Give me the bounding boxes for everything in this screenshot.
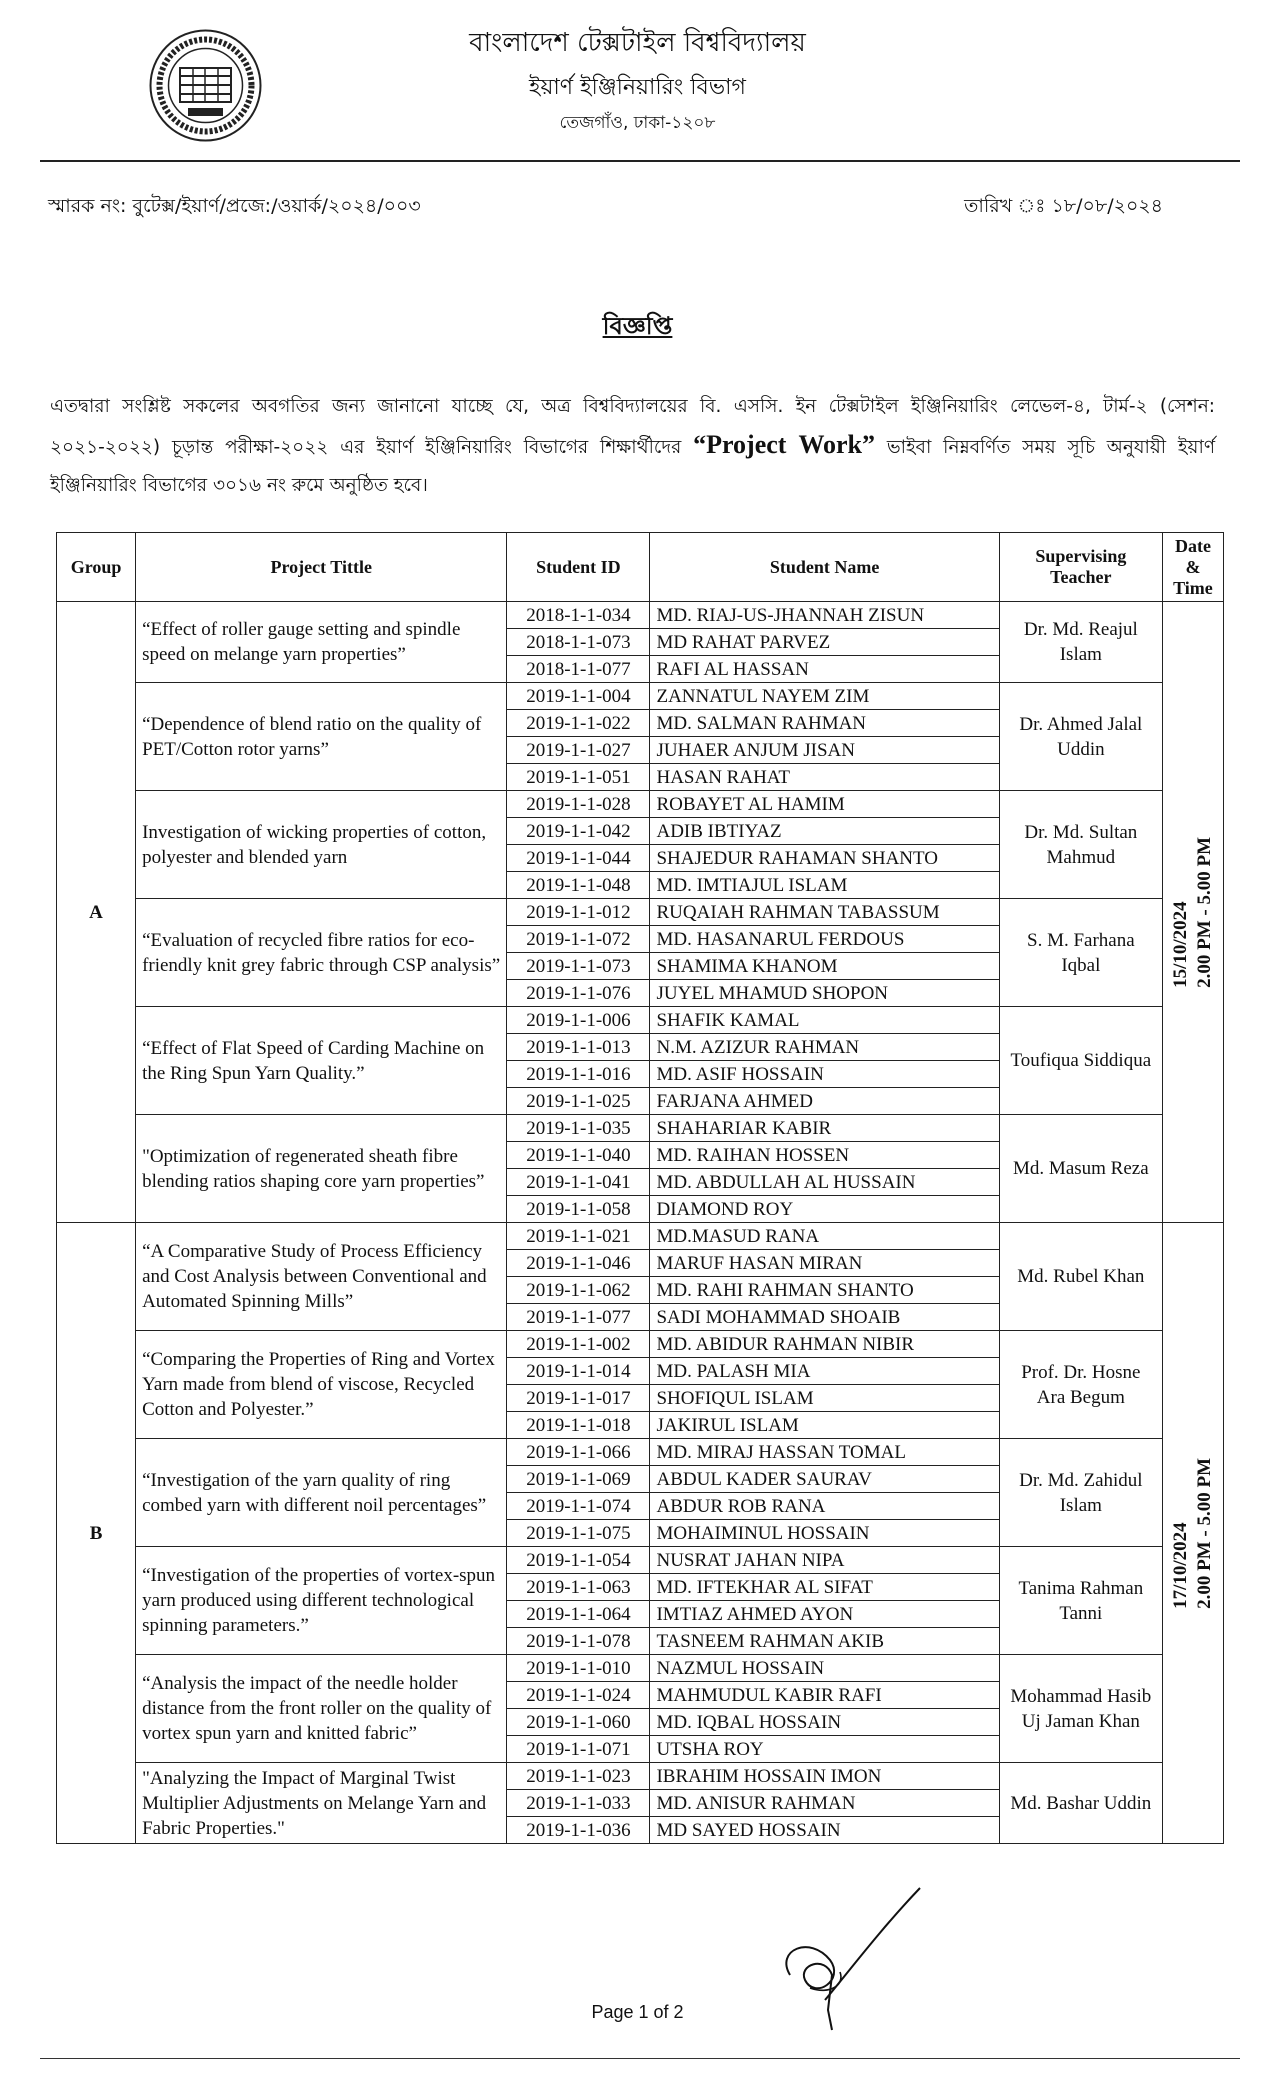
supervising-teacher-cell: Dr. Md. Sultan Mahmud (999, 791, 1162, 899)
student-name-cell: MD. PALASH MIA (650, 1358, 999, 1385)
student-name-cell: MD. RIAJ-US-JHANNAH ZISUN (650, 602, 999, 629)
student-id-cell: 2019-1-1-013 (507, 1034, 650, 1061)
table-header-row (57, 533, 1224, 602)
group-cell: A (57, 602, 136, 1223)
group-cell: B (57, 1223, 136, 1844)
supervising-teacher-cell: Md. Masum Reza (999, 1115, 1162, 1223)
student-name-cell: MD. IFTEKHAR AL SIFAT (650, 1574, 999, 1601)
notice-title: বিজ্ঞপ্তি (602, 312, 673, 340)
notice-text-2: ভাইবা নিম্নবর্ণিত সময় সূচি অনুযায়ী ইয়ার্ণ ইঞ্জিনিয়ারিং বিভাগের ৩০১৬ নং রুমে অনুষ্ঠিত হবে। (50, 437, 1216, 496)
student-id-cell: 2019-1-1-035 (507, 1115, 650, 1142)
student-id-cell: 2018-1-1-077 (507, 656, 650, 683)
header-supervising-teacher: Supervising Teacher (999, 533, 1162, 602)
student-name-cell: MD.MASUD RANA (650, 1223, 999, 1250)
student-name-cell: RUQAIAH RAHMAN TABASSUM (650, 899, 999, 926)
student-id-cell: 2019-1-1-066 (507, 1439, 650, 1466)
student-id-cell: 2019-1-1-024 (507, 1682, 650, 1709)
supervising-teacher-cell: Md. Rubel Khan (999, 1223, 1162, 1331)
student-name-cell: MD. ASIF HOSSAIN (650, 1061, 999, 1088)
header-group: Group (57, 533, 136, 602)
student-id-cell: 2019-1-1-021 (507, 1223, 650, 1250)
student-name-cell: HASAN RAHAT (650, 764, 999, 791)
supervising-teacher-cell: Dr. Md. Reajul Islam (999, 602, 1162, 683)
project-title-cell: “Evaluation of recycled fibre ratios for eco-friendly knit grey fabric through CSP analysis” (136, 899, 507, 1007)
table-row (57, 1439, 1224, 1466)
student-id-cell: 2019-1-1-033 (507, 1790, 650, 1817)
student-name-cell: MD. ANISUR RAHMAN (650, 1790, 999, 1817)
student-id-cell: 2018-1-1-073 (507, 629, 650, 656)
student-id-cell: 2019-1-1-028 (507, 791, 650, 818)
student-name-cell: FARJANA AHMED (650, 1088, 999, 1115)
student-name-cell: JUYEL MHAMUD SHOPON (650, 980, 999, 1007)
student-id-cell: 2019-1-1-069 (507, 1466, 650, 1493)
header-date-time: Date & Time (1162, 533, 1223, 602)
student-id-cell: 2019-1-1-041 (507, 1169, 650, 1196)
viva-date: 15/10/2024 (1169, 900, 1191, 988)
table-row (57, 683, 1224, 710)
student-id-cell: 2019-1-1-042 (507, 818, 650, 845)
viva-time: 2.00 PM - 5.00 PM (1193, 1457, 1215, 1609)
project-title-cell: "Optimization of regenerated sheath fibre blending ratios shaping core yarn properties” (136, 1115, 507, 1223)
project-title-cell: “A Comparative Study of Process Efficiency and Cost Analysis between Conventional and Automated Spinning Mills” (136, 1223, 507, 1331)
header-student-id: Student ID (507, 533, 650, 602)
student-id-cell: 2019-1-1-058 (507, 1196, 650, 1223)
student-id-cell: 2019-1-1-044 (507, 845, 650, 872)
student-name-cell: MD. SALMAN RAHMAN (650, 710, 999, 737)
student-id-cell: 2019-1-1-027 (507, 737, 650, 764)
student-name-cell: N.M. AZIZUR RAHMAN (650, 1034, 999, 1061)
student-name-cell: MD SAYED HOSSAIN (650, 1817, 999, 1844)
student-name-cell: SHAJEDUR RAHAMAN SHANTO (650, 845, 999, 872)
date-time-cell (1162, 602, 1223, 1223)
notice-body (50, 388, 1215, 505)
page-number: Page 1 of 2 (591, 2002, 684, 2022)
supervising-teacher-cell: S. M. Farhana Iqbal (999, 899, 1162, 1007)
student-name-cell: MD. IMTIAJUL ISLAM (650, 872, 999, 899)
student-id-cell: 2019-1-1-002 (507, 1331, 650, 1358)
student-name-cell: MAHMUDUL KABIR RAFI (650, 1682, 999, 1709)
student-id-cell: 2019-1-1-010 (507, 1655, 650, 1682)
student-id-cell: 2019-1-1-062 (507, 1277, 650, 1304)
student-name-cell: MD. MIRAJ HASSAN TOMAL (650, 1439, 999, 1466)
student-id-cell: 2019-1-1-025 (507, 1088, 650, 1115)
student-name-cell: MOHAIMINUL HOSSAIN (650, 1520, 999, 1547)
project-title-cell: “Investigation of the yarn quality of ring combed yarn with different noil percentages” (136, 1439, 507, 1547)
student-id-cell: 2019-1-1-004 (507, 683, 650, 710)
viva-time: 2.00 PM - 5.00 PM (1193, 836, 1215, 988)
table-row (57, 1763, 1224, 1790)
address: তেজগাঁও, ঢাকা-১২০৮ (559, 113, 716, 133)
project-title-cell: Investigation of wicking properties of cotton, polyester and blended yarn (136, 791, 507, 899)
header-student-name: Student Name (650, 533, 999, 602)
student-id-cell: 2019-1-1-016 (507, 1061, 650, 1088)
table-row (57, 602, 1224, 629)
student-id-cell: 2019-1-1-048 (507, 872, 650, 899)
student-name-cell: TASNEEM RAHMAN AKIB (650, 1628, 999, 1655)
student-name-cell: DIAMOND ROY (650, 1196, 999, 1223)
student-name-cell: NUSRAT JAHAN NIPA (650, 1547, 999, 1574)
date-time-cell (1162, 1223, 1223, 1844)
student-name-cell: ZANNATUL NAYEM ZIM (650, 683, 999, 710)
student-name-cell: SHOFIQUL ISLAM (650, 1385, 999, 1412)
header-project-title: Project Tittle (136, 533, 507, 602)
table-row (57, 1007, 1224, 1034)
footer-divider (40, 2058, 1240, 2059)
project-title-cell: “Dependence of blend ratio on the quality of PET/Cotton rotor yarns” (136, 683, 507, 791)
student-id-cell: 2019-1-1-014 (507, 1358, 650, 1385)
memo-reference: স্মারক নং: বুটেক্স/ইয়ার্ণ/প্রজে:/ওয়ার্ক/২০২৪/০০৩ (48, 195, 421, 217)
student-name-cell: ADIB IBTIYAZ (650, 818, 999, 845)
student-name-cell: MD. RAHI RAHMAN SHANTO (650, 1277, 999, 1304)
student-id-cell: 2019-1-1-074 (507, 1493, 650, 1520)
project-title-cell: “Comparing the Properties of Ring and Vortex Yarn made from blend of viscose, Recycled Cotton and Polyester.” (136, 1331, 507, 1439)
letterhead (0, 0, 1275, 160)
schedule-body (57, 602, 1224, 1844)
student-id-cell: 2019-1-1-078 (507, 1628, 650, 1655)
student-id-cell: 2019-1-1-036 (507, 1817, 650, 1844)
student-name-cell: JAKIRUL ISLAM (650, 1412, 999, 1439)
table-row (57, 1223, 1224, 1250)
student-name-cell: MD. RAIHAN HOSSEN (650, 1142, 999, 1169)
supervising-teacher-cell: Tanima Rahman Tanni (999, 1547, 1162, 1655)
table-row (57, 899, 1224, 926)
student-name-cell: MD. ABDULLAH AL HUSSAIN (650, 1169, 999, 1196)
student-name-cell: UTSHA ROY (650, 1736, 999, 1763)
student-name-cell: MARUF HASAN MIRAN (650, 1250, 999, 1277)
student-id-cell: 2019-1-1-046 (507, 1250, 650, 1277)
student-name-cell: ROBAYET AL HAMIM (650, 791, 999, 818)
project-title-cell: “Effect of roller gauge setting and spindle speed on melange yarn properties” (136, 602, 507, 683)
supervising-teacher-cell: Prof. Dr. Hosne Ara Begum (999, 1331, 1162, 1439)
student-name-cell: ABDUL KADER SAURAV (650, 1466, 999, 1493)
student-name-cell: SHAFIK KAMAL (650, 1007, 999, 1034)
table-row (57, 1655, 1224, 1682)
project-title-cell: “Investigation of the properties of vortex-spun yarn produced using different technological spinning parameters.” (136, 1547, 507, 1655)
student-id-cell: 2019-1-1-051 (507, 764, 650, 791)
student-id-cell: 2019-1-1-072 (507, 926, 650, 953)
student-id-cell: 2019-1-1-054 (507, 1547, 650, 1574)
notice-project-work: “Project Work” (693, 430, 876, 459)
student-id-cell: 2019-1-1-071 (507, 1736, 650, 1763)
student-name-cell: NAZMUL HOSSAIN (650, 1655, 999, 1682)
student-id-cell: 2019-1-1-022 (507, 710, 650, 737)
student-name-cell: ABDUR ROB RANA (650, 1493, 999, 1520)
table-row (57, 791, 1224, 818)
table-row (57, 1331, 1224, 1358)
student-id-cell: 2019-1-1-076 (507, 980, 650, 1007)
supervising-teacher-cell: Md. Bashar Uddin (999, 1763, 1162, 1844)
supervising-teacher-cell: Toufiqua Siddiqua (999, 1007, 1162, 1115)
memo-date: তারিখ ঃ ১৮/০৮/২০২৪ (964, 195, 1163, 217)
student-name-cell: RAFI AL HASSAN (650, 656, 999, 683)
project-title-cell: "Analyzing the Impact of Marginal Twist Multiplier Adjustments on Melange Yarn and Fabric Properties." (136, 1763, 507, 1844)
student-id-cell: 2019-1-1-012 (507, 899, 650, 926)
table-row (57, 1547, 1224, 1574)
student-name-cell: MD. ABIDUR RAHMAN NIBIR (650, 1331, 999, 1358)
supervising-teacher-cell: Mohammad Hasib Uj Jaman Khan (999, 1655, 1162, 1763)
student-name-cell: SHAHARIAR KABIR (650, 1115, 999, 1142)
header-divider (40, 160, 1240, 162)
university-name: বাংলাদেশ টেক্সটাইল বিশ্ববিদ্যালয় (469, 28, 806, 58)
student-id-cell: 2019-1-1-075 (507, 1520, 650, 1547)
student-id-cell: 2019-1-1-073 (507, 953, 650, 980)
student-name-cell: MD. HASANARUL FERDOUS (650, 926, 999, 953)
student-id-cell: 2019-1-1-063 (507, 1574, 650, 1601)
project-title-cell: “Analysis the impact of the needle holder distance from the front roller on the quality of vortex spun yarn and knitted fabric” (136, 1655, 507, 1763)
table-row (57, 1115, 1224, 1142)
viva-date: 17/10/2024 (1169, 1521, 1191, 1609)
student-name-cell: SHAMIMA KHANOM (650, 953, 999, 980)
student-id-cell: 2018-1-1-034 (507, 602, 650, 629)
student-id-cell: 2019-1-1-064 (507, 1601, 650, 1628)
student-name-cell: SADI MOHAMMAD SHOAIB (650, 1304, 999, 1331)
student-id-cell: 2019-1-1-040 (507, 1142, 650, 1169)
supervising-teacher-cell: Dr. Md. Zahidul Islam (999, 1439, 1162, 1547)
student-name-cell: IBRAHIM HOSSAIN IMON (650, 1763, 999, 1790)
student-id-cell: 2019-1-1-017 (507, 1385, 650, 1412)
student-name-cell: IMTIAZ AHMED AYON (650, 1601, 999, 1628)
student-name-cell: MD. IQBAL HOSSAIN (650, 1709, 999, 1736)
student-id-cell: 2019-1-1-006 (507, 1007, 650, 1034)
viva-schedule-table (56, 532, 1224, 1844)
student-id-cell: 2019-1-1-077 (507, 1304, 650, 1331)
student-name-cell: JUHAER ANJUM JISAN (650, 737, 999, 764)
student-name-cell: MD RAHAT PARVEZ (650, 629, 999, 656)
student-id-cell: 2019-1-1-023 (507, 1763, 650, 1790)
department-name: ইয়ার্ণ ইঞ্জিনিয়ারিং বিভাগ (529, 75, 746, 100)
student-id-cell: 2019-1-1-060 (507, 1709, 650, 1736)
supervising-teacher-cell: Dr. Ahmed Jalal Uddin (999, 683, 1162, 791)
notice-text-1: এতদ্বারা সংশ্লিষ্ট সকলের অবগতির জন্য জানানো যাচ্ছে যে, অত্র বিশ্ববিদ্যালয়ের বি. এসসি. ইন টেক্সটাইল ইঞ্জিনিয়ারিং লেভেল-৪, টার্ম-২ (সেশন: ২০২১-২০২২) চূড়ান্ত পরীক্ষা-২০২২ এর ইয়ার্ণ ইঞ্জিনিয়ারিং বিভাগের শিক্ষার্থীদের (50, 396, 1215, 458)
student-id-cell: 2019-1-1-018 (507, 1412, 650, 1439)
project-title-cell: “Effect of Flat Speed of Carding Machine on the Ring Spun Yarn Quality.” (136, 1007, 507, 1115)
